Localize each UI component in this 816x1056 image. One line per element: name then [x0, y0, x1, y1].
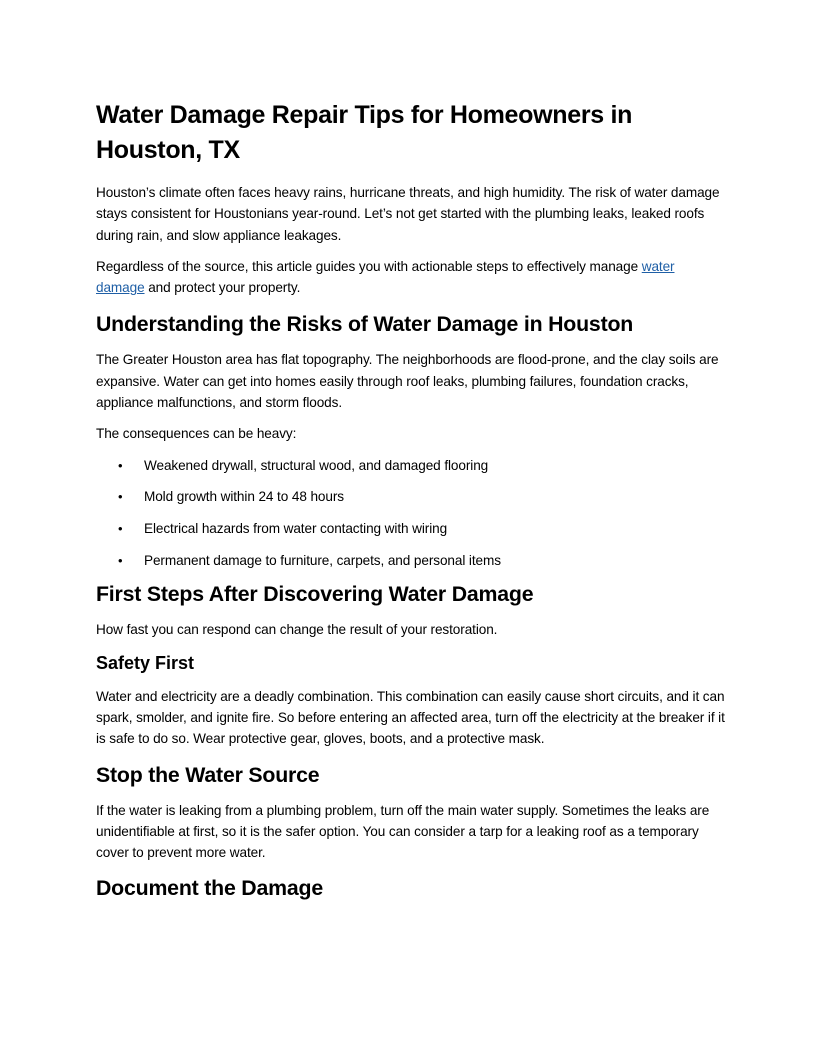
first-steps-heading: First Steps After Discovering Water Damage: [96, 582, 534, 607]
bullet-icon: •: [118, 521, 123, 537]
page-title: Water Damage Repair Tips for Homeowners in Houston, TX: [96, 101, 633, 164]
intro-paragraph-1: Houston’s climate often faces heavy rains, hurricane threats, and high humidity. The risk of water damage stays consistent for Houstonians year-round. Let’s not get started with the plumbing leaks, leaked roofs during rain, and slow appliance leakages.: [96, 185, 720, 243]
stop-source-heading: Stop the Water Source: [96, 762, 320, 787]
risks-paragraph-1: The Greater Houston area has flat topography. The neighborhoods are flood-prone, and the clay soils are expansive. Water can get into homes easily through roof leaks, plumbing failures, foundation cracks, appliance malfunctions, and storm floods.: [96, 352, 719, 411]
list-item-text: Permanent damage to furniture, carpets, and personal items: [144, 553, 501, 569]
stop-source-paragraph: If the water is leaking from a plumbing problem, turn off the main water supply. Sometimes the leaks are unidentifiable at first, so it is the safer option. You can consider a tarp for a leaking roof as a temporary cover to prevent more water.: [96, 802, 710, 861]
consequences-list: [96, 455, 726, 572]
list-item: [96, 486, 726, 507]
intro-paragraph-2-after: and protect your property.: [144, 280, 301, 296]
list-item: [96, 455, 726, 476]
intro-paragraph-2: [96, 256, 726, 299]
risks-heading: Understanding the Risks of Water Damage in Houston: [96, 312, 634, 337]
bullet-icon: •: [118, 553, 123, 569]
list-item-text: Weakened drywall, structural wood, and damaged flooring: [144, 457, 489, 473]
intro-paragraph-2-before: Regardless of the source, this article guides you with actionable steps to effectively manage: [96, 258, 642, 274]
list-item: [96, 550, 726, 571]
document-body: [96, 98, 726, 903]
bullet-icon: •: [118, 457, 123, 473]
list-item-text: Mold growth within 24 to 48 hours: [144, 489, 344, 505]
bullet-icon: •: [118, 489, 123, 505]
document-damage-heading: Document the Damage: [96, 876, 323, 901]
list-item-text: Electrical hazards from water contacting with wiring: [144, 521, 448, 537]
first-steps-paragraph: How fast you can respond can change the result of your restoration.: [96, 622, 498, 638]
risks-paragraph-2: The consequences can be heavy:: [96, 426, 297, 442]
safety-heading: Safety First: [96, 652, 195, 673]
water-damage-link[interactable]: water damage: [96, 258, 675, 296]
safety-paragraph: Water and electricity are a deadly combination. This combination can easily cause short circuits, and it can spark, smolder, and ignite fire. So before entering an affected area, turn off the electricity at the breaker if it is safe to do so. Wear protective gear, gloves, boots, and a protective mask.: [96, 688, 725, 747]
list-item: [96, 518, 726, 539]
